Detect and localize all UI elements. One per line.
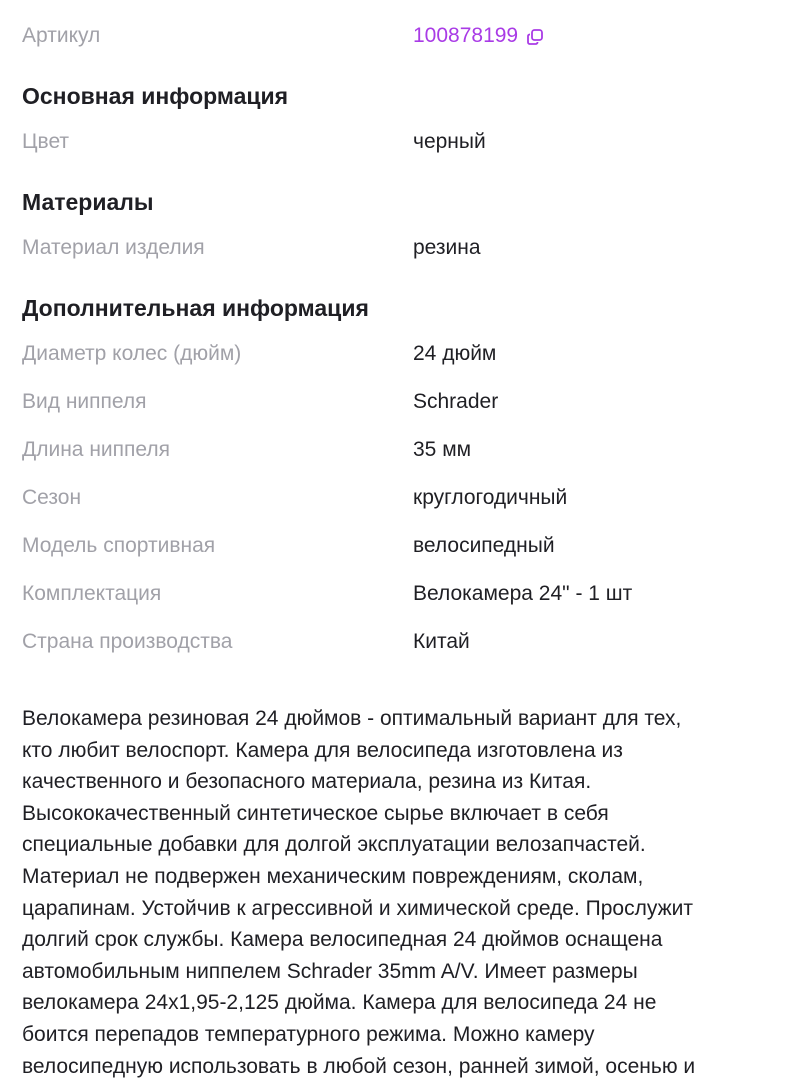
article-label: Артикул <box>22 24 101 47</box>
spec-label: Длина ниппеля <box>22 438 170 461</box>
spec-value: 24 дюйм <box>413 342 497 365</box>
spec-value: велосипедный <box>413 534 555 557</box>
description-line: кто любит велоспорт. Камера для велосипеда изготовлена из <box>22 738 623 762</box>
spec-label: Страна производства <box>22 630 233 653</box>
description-line: качественного и безопасного материала, резина из Китая. <box>22 770 592 794</box>
spec-value: черный <box>413 130 486 153</box>
product-description <box>22 703 782 1081</box>
section-title-additional: Дополнительная информация <box>22 295 369 321</box>
spec-label: Вид ниппеля <box>22 390 147 413</box>
spec-value: круглогодичный <box>413 486 568 509</box>
description-line: автомобильным ниппелем Schrader 35mm A/V. Имеет размеры <box>22 959 638 983</box>
article-value-copy-button[interactable] <box>413 21 544 51</box>
spec-row-valve-type <box>22 387 778 417</box>
spec-row-package <box>22 579 778 609</box>
description-line: велокамера 24x1,95-2,125 дюйма. Камера для велосипеда 24 не <box>22 991 657 1015</box>
spec-value: резина <box>413 236 481 259</box>
description-line: боится перепадов температурного режима. Можно камеру <box>22 1022 595 1046</box>
spec-label: Диаметр колес (дюйм) <box>22 342 242 365</box>
section-title-basic: Основная информация <box>22 83 289 109</box>
spec-row-season <box>22 483 778 513</box>
description-line: Высококачественный синтетическое сырье включает в себя <box>22 801 609 825</box>
spec-row-material <box>22 233 778 263</box>
spec-label: Цвет <box>22 130 70 153</box>
spec-label: Комплектация <box>22 582 162 605</box>
article-row <box>22 21 778 51</box>
copy-icon[interactable] <box>526 28 544 46</box>
spec-label: Сезон <box>22 486 82 509</box>
spec-label: Материал изделия <box>22 236 205 259</box>
section-title-materials: Материалы <box>22 189 154 215</box>
description-line: специальные добавки для долгой эксплуатации велозапчастей. <box>22 833 646 857</box>
description-line: долгий срок службы. Камера велосипедная 24 дюймов оснащена <box>22 928 663 952</box>
spec-row-country <box>22 627 778 657</box>
spec-value: 35 мм <box>413 438 472 461</box>
article-number: 100878199 <box>413 24 519 47</box>
description-line: Велокамера резиновая 24 дюймов - оптимальный вариант для тех, <box>22 707 682 730</box>
description-line: Материал не подвержен механическим повреждениям, сколам, <box>22 864 644 888</box>
spec-value: Велокамера 24" - 1 шт <box>413 582 633 605</box>
description-line: велосипедную использовать в любой сезон, ранней зимой, осенью и <box>22 1054 696 1078</box>
spec-value: Schrader <box>413 390 499 413</box>
spec-value: Китай <box>413 630 470 653</box>
spec-row-color <box>22 127 778 157</box>
spec-row-sport-model <box>22 531 778 561</box>
spec-row-wheel-diameter <box>22 339 778 369</box>
spec-label: Модель спортивная <box>22 534 216 557</box>
spec-row-valve-length <box>22 435 778 465</box>
description-line: царапинам. Устойчив к агрессивной и химической среде. Прослужит <box>22 896 693 920</box>
